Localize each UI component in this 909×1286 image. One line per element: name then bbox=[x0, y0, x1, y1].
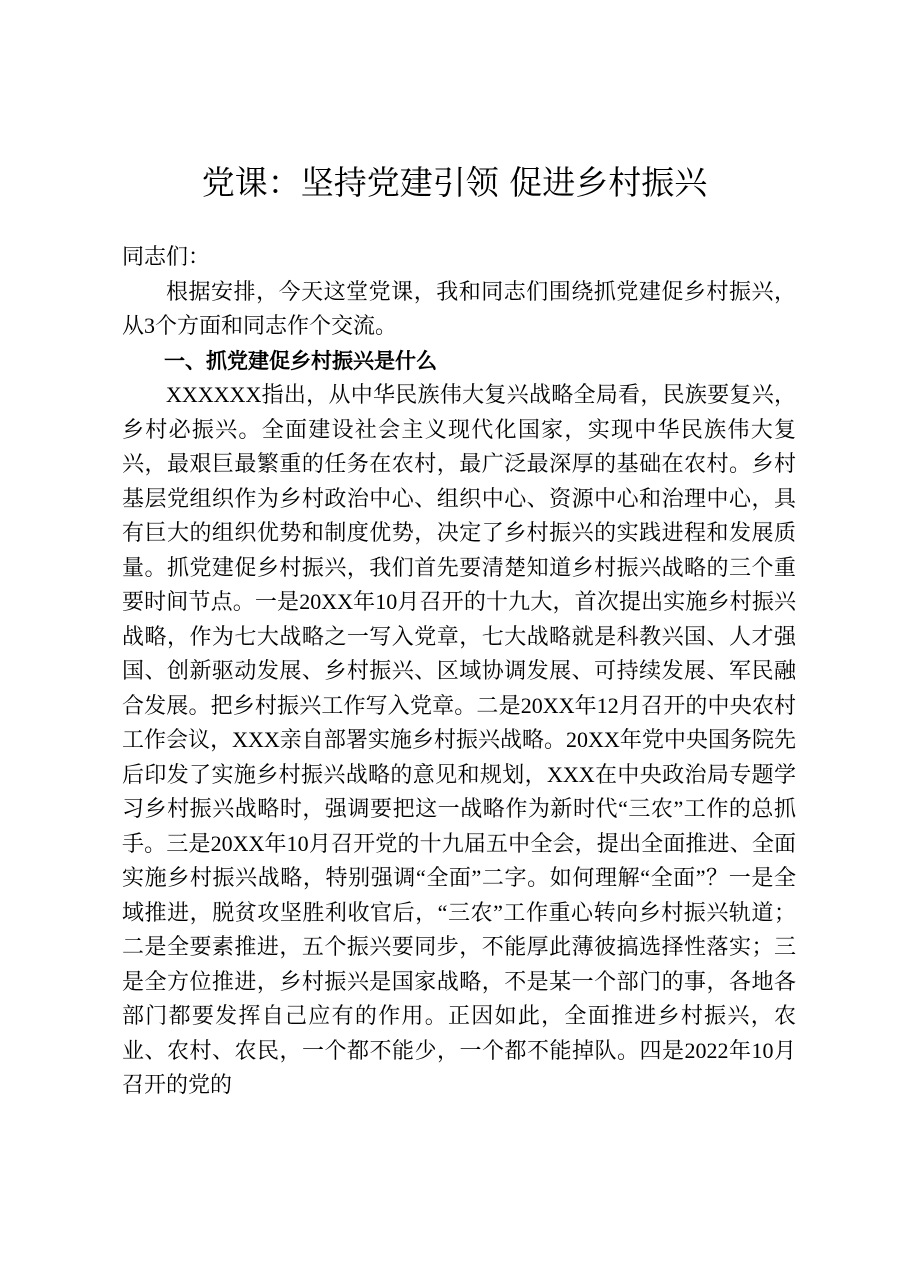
section-heading-1: 一、抓党建促乡村振兴是什么 bbox=[164, 348, 437, 373]
document-title: 党课：坚持党建引领 促进乡村振兴 bbox=[201, 163, 708, 202]
intro-paragraph: 根据安排，今天这堂党课，我和同志们围绕抓党建促乡村振兴，从3个方面和同志作个交流。 bbox=[122, 278, 796, 338]
section-1-paragraph: XXXXXX指出，从中华民族伟大复兴战略全局看，民族要复兴，乡村必振兴。全面建设社会主义现代化国家，实现中华民族伟大复兴，最艰巨最繁重的任务在农村，最广泛最深厚的基础在农村。乡村基层党组织作为乡村政治中心、组织中心、资源中心和治理中心，具有巨大的组织优势和制度优势，决定了乡村振兴的实践进程和发展质量。抓党建促乡村振兴，我们首先要清楚知道乡村振兴战略的三个重要时间节点。一是20XX年10月召开的十九大，首次提出实施乡村振兴战略，作为七大战略之一写入党章，七大战略就是科教兴国、人才强国、创新驱动发展、乡村振兴、区域协调发展、可持续发展、军民融合发展。把乡村振兴工作写入党章。二是20XX年12月召开的中央农村工作会议，XXX亲自部署实施乡村振兴战略。20XX年党中央国务院先后印发了实施乡村振兴战略的意见和规划，XXX在中央政治局专题学习乡村振兴战略时，强调要把这一战略作为新时代“三农”工作的总抓手。三是20XX年10月召开党的十九届五中全会，提出全面推进、全面实施乡村振兴战略，特别强调“全面”二字。如何理解“全面”？一是全域推进，脱贫攻坚胜利收官后，“三农”工作重心转向乡村振兴轨道；二是全要素推进，五个振兴要同步，不能厚此薄彼搞选择性落实；三是全方位推进，乡村振兴是国家战略，不是某一个部门的事，各地各部门都要发挥自己应有的作用。正因如此，全面推进乡村振兴，农业、农村、农民，一个都不能少，一个都不能掉队。四是2022年10月召开的党的 bbox=[122, 382, 796, 1097]
salutation: 同志们： bbox=[122, 244, 211, 269]
document-body bbox=[122, 240, 796, 1103]
